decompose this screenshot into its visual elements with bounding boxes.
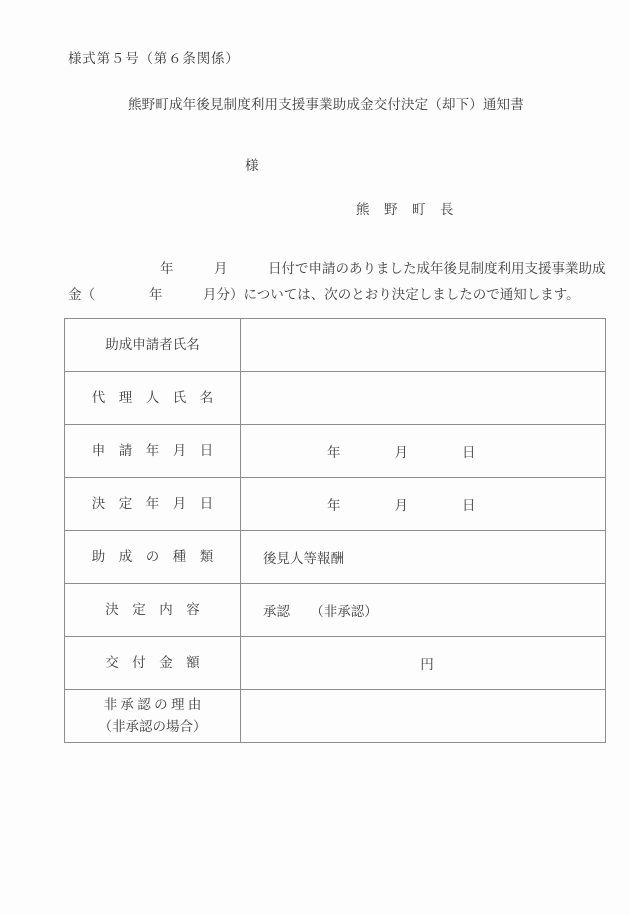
label-text: 代 理 人 氏 名 [91, 390, 214, 405]
label-text-line-1: 非 承 認 の 理 由 [103, 697, 202, 712]
form-number: 様式第５号（第６条関係） [68, 51, 240, 66]
row-label-agent-name [65, 372, 241, 425]
label-text: 決 定 内 容 [105, 602, 200, 617]
label-text: 助成申請者氏名 [105, 337, 200, 352]
row-label-decision-content [65, 584, 241, 637]
row-value-rejection-reason[interactable] [241, 690, 606, 743]
value-text: 年 月 日 [327, 445, 476, 460]
row-value-application-date[interactable] [241, 425, 606, 478]
body-paragraph-line-2: 金（ 年 月分）については、次のとおり決定しましたので通知します。 [68, 287, 580, 302]
row-value-decision-date[interactable] [241, 478, 606, 531]
row-label-applicant-name [65, 319, 241, 372]
decision-details-table [64, 318, 606, 743]
row-label-grant-amount [65, 637, 241, 690]
table-row [65, 319, 606, 372]
issuer-name: 熊 野 町 長 [356, 202, 454, 217]
document-title: 熊野町成年後見制度利用支援事業助成金交付決定（却下）通知書 [128, 97, 524, 112]
row-value-decision-content[interactable] [241, 584, 606, 637]
label-text: 決 定 年 月 日 [91, 496, 214, 511]
row-label-rejection-reason [65, 690, 241, 743]
label-text: 交 付 金 額 [105, 655, 200, 670]
body-paragraph-line-1: 年 月 日付で申請のありました成年後見制度利用支援事業助成 [160, 261, 606, 276]
value-text: 年 月 日 [327, 498, 476, 513]
value-text: 円 [420, 657, 434, 672]
row-value-applicant-name[interactable] [241, 319, 606, 372]
row-value-grant-amount[interactable] [241, 637, 606, 690]
table-row [65, 584, 606, 637]
value-text: 承認 （非承認） [263, 604, 378, 619]
value-text: 後見人等報酬 [263, 551, 344, 566]
row-value-agent-name[interactable] [241, 372, 606, 425]
row-value-subsidy-type[interactable] [241, 531, 606, 584]
label-text-line-2: （非承認の場合） [98, 719, 207, 734]
table-row [65, 372, 606, 425]
row-label-decision-date [65, 478, 241, 531]
table-row [65, 531, 606, 584]
table-row [65, 425, 606, 478]
row-label-application-date [65, 425, 241, 478]
table-row [65, 637, 606, 690]
table-row [65, 690, 606, 743]
body-paragraph [68, 256, 613, 308]
label-text: 助 成 の 種 類 [91, 549, 214, 564]
table-row [65, 478, 606, 531]
addressee-honorific: 様 [245, 158, 259, 173]
row-label-subsidy-type [65, 531, 241, 584]
label-text: 申 請 年 月 日 [91, 443, 214, 458]
